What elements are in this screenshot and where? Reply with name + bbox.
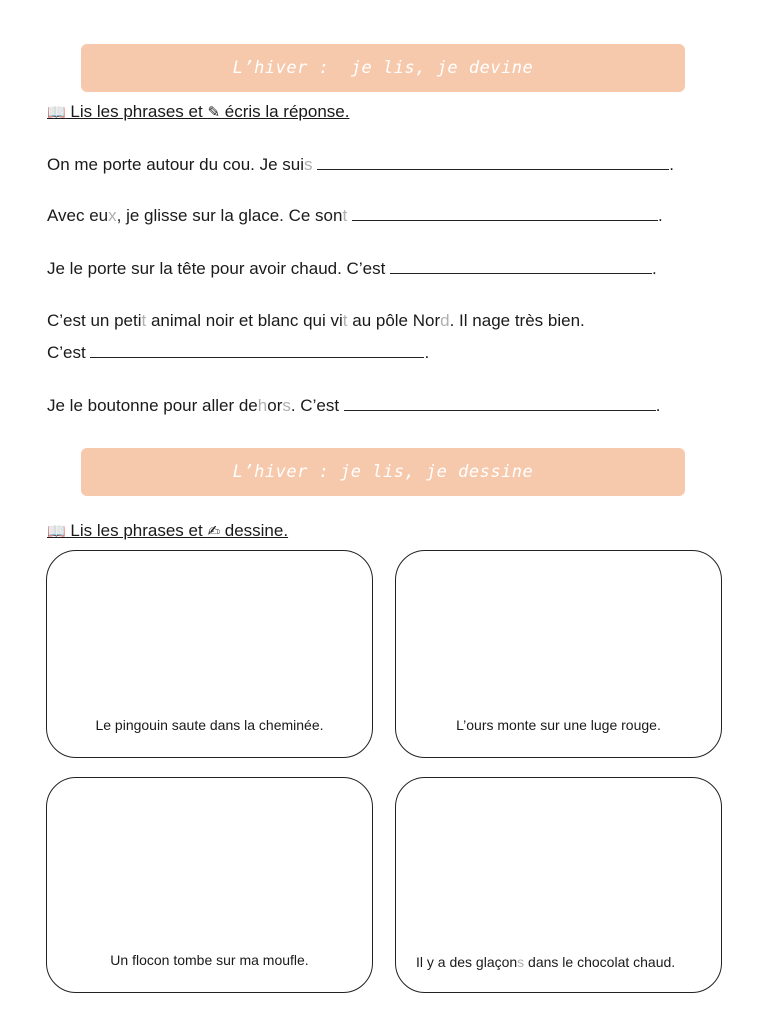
question-text: .: [652, 259, 657, 278]
drawing-box-2[interactable]: [395, 550, 722, 758]
question-text: Je le porte sur la tête pour avoir chaud. C’est: [47, 259, 391, 278]
silent-letter: t: [342, 311, 348, 330]
question-text: . C’est: [290, 396, 344, 415]
question-text: or: [267, 396, 283, 415]
question-2: [47, 206, 663, 226]
book-icon: 📖: [47, 104, 66, 121]
question-text: .: [655, 396, 661, 415]
instruction-text: écris la réponse.: [220, 102, 350, 121]
caption-text: Il y a des glaçon: [416, 954, 518, 970]
caption-text: dans le chocolat chaud.: [524, 954, 676, 970]
question-text: Avec eu: [47, 206, 109, 225]
title-banner-devine: L’hiver : je lis, je devine: [81, 44, 685, 92]
drawing-box-1[interactable]: [46, 550, 373, 758]
question-1: [47, 155, 674, 175]
drawing-box-4[interactable]: [395, 777, 722, 993]
silent-letter: t: [342, 206, 348, 225]
drawing-caption: Un flocon tombe sur ma moufle.: [110, 952, 309, 968]
question-text: . Il nage très bien.: [449, 311, 585, 330]
title-banner-dessine: L’hiver : je lis, je dessine: [81, 448, 685, 496]
pen-icon: ✎: [207, 104, 221, 121]
question-text: .: [669, 155, 675, 174]
answer-line[interactable]: [317, 155, 669, 170]
question-text: C’est: [47, 343, 91, 362]
instruction-draw: [47, 521, 288, 541]
instruction-text: Lis les phrases et: [65, 102, 208, 121]
silent-letter: s: [304, 155, 313, 174]
question-text: , je glisse sur la glace. Ce son: [116, 206, 343, 225]
drawing-caption: [396, 952, 721, 972]
silent-letter: x: [108, 206, 117, 225]
silent-letter: d: [440, 311, 450, 330]
silent-letter: s: [282, 396, 291, 415]
question-text: On me porte autour du cou. Je sui: [47, 155, 305, 174]
silent-letter: t: [141, 311, 147, 330]
drawing-caption: L’ours monte sur une luge rouge.: [456, 717, 661, 733]
instruction-text: dessine.: [220, 521, 289, 540]
instruction-write: [47, 102, 349, 122]
question-4-answer: [47, 343, 429, 363]
question-text: animal noir et blanc qui vi: [146, 311, 343, 330]
question-text: Je le boutonne pour aller de: [47, 396, 258, 415]
question-5: [47, 396, 661, 416]
silent-letter: h: [257, 396, 268, 415]
question-3: [47, 259, 657, 279]
question-4: [47, 311, 585, 331]
book-icon: 📖: [47, 523, 66, 540]
drawing-box-3[interactable]: [46, 777, 373, 993]
answer-line[interactable]: [352, 206, 658, 221]
question-text: .: [424, 343, 430, 362]
answer-line[interactable]: [344, 396, 656, 411]
writing-hand-icon: ✍: [207, 523, 221, 540]
question-text: C’est un peti: [47, 311, 142, 330]
question-text: au pôle Nor: [347, 311, 441, 330]
instruction-text: Lis les phrases et: [65, 521, 208, 540]
answer-line[interactable]: [390, 259, 652, 274]
answer-line[interactable]: [90, 343, 424, 358]
drawing-caption: Le pingouin saute dans la cheminée.: [95, 717, 324, 733]
silent-letter: s: [517, 954, 525, 970]
question-text: .: [657, 206, 663, 225]
